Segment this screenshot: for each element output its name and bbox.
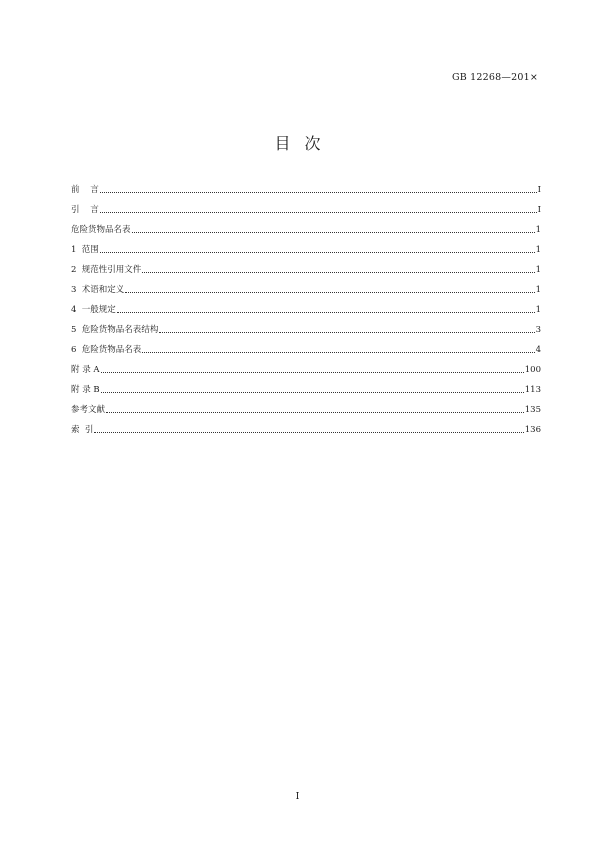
- dot-leader: [142, 352, 534, 353]
- toc-entry-page: Ⅰ: [537, 185, 541, 195]
- dot-leader: [101, 372, 524, 373]
- toc-entry-scope[interactable]: [71, 235, 541, 255]
- toc-entry-page: 1: [535, 285, 541, 295]
- toc-entry-page: 113: [524, 385, 541, 395]
- table-of-contents: [71, 175, 541, 435]
- toc-entry-page: 135: [524, 405, 541, 415]
- toc-entry-index[interactable]: [71, 415, 541, 435]
- toc-entry-label: 参考文献: [71, 405, 106, 415]
- toc-entry-label: 3 术语和定义: [71, 285, 125, 295]
- toc-entry-bibliography[interactable]: [71, 395, 541, 415]
- dot-leader: [101, 392, 524, 393]
- dot-leader: [125, 292, 534, 293]
- toc-entry-introduction[interactable]: [71, 195, 541, 215]
- dot-leader: [142, 272, 534, 273]
- dot-leader: [159, 332, 534, 333]
- dot-leader: [100, 192, 537, 193]
- dot-leader: [117, 312, 535, 313]
- dot-leader: [106, 412, 524, 413]
- toc-entry-terms-definitions[interactable]: [71, 275, 541, 295]
- toc-entry-list-structure[interactable]: [71, 315, 541, 335]
- toc-entry-page: 1: [535, 225, 541, 235]
- dot-leader: [100, 212, 537, 213]
- toc-entry-label: 前 言: [71, 185, 99, 195]
- toc-entry-page: 1: [535, 265, 541, 275]
- standard-number: GB 12268—201×: [451, 72, 538, 83]
- toc-entry-label: 引 言: [71, 205, 99, 215]
- toc-entry-label: 6 危险货物品名表: [71, 345, 142, 355]
- toc-entry-page: 1: [535, 245, 541, 255]
- toc-entry-general-provisions[interactable]: [71, 295, 541, 315]
- toc-entry-label: 5 危险货物品名表结构: [71, 325, 159, 335]
- toc-entry-label: 索 引: [71, 425, 94, 435]
- page-number: Ⅰ: [295, 791, 300, 802]
- toc-entry-page: 4: [535, 345, 541, 355]
- toc-entry-goods-list[interactable]: [71, 335, 541, 355]
- toc-entry-label: 附 录 B: [71, 385, 100, 395]
- dot-leader: [132, 232, 535, 233]
- toc-entry-appendix-b[interactable]: [71, 375, 541, 395]
- dot-leader: [94, 432, 523, 433]
- toc-entry-dangerous-goods-list[interactable]: [71, 215, 541, 235]
- toc-entry-page: Ⅰ: [537, 205, 541, 215]
- toc-entry-label: 2 规范性引用文件: [71, 265, 142, 275]
- toc-entry-page: 136: [524, 425, 541, 435]
- toc-title: 目次: [274, 134, 335, 153]
- toc-entry-label: 4 一般规定: [71, 305, 116, 315]
- toc-entry-normative-references[interactable]: [71, 255, 541, 275]
- toc-entry-page: 100: [524, 365, 541, 375]
- toc-entry-foreword[interactable]: [71, 175, 541, 195]
- toc-entry-page: 1: [535, 305, 541, 315]
- toc-entry-appendix-a[interactable]: [71, 355, 541, 375]
- toc-entry-label: 危险货物品名表: [71, 225, 131, 235]
- toc-entry-page: 3: [535, 325, 541, 335]
- toc-entry-label: 附 录 A: [71, 365, 100, 375]
- toc-entry-label: 1 范围: [71, 245, 99, 255]
- dot-leader: [100, 252, 535, 253]
